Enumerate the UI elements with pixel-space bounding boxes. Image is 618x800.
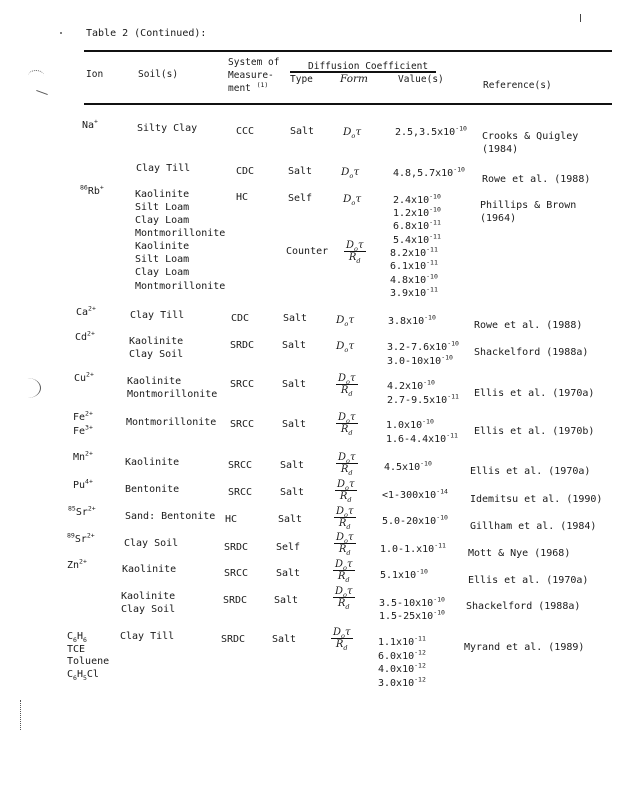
system-of-measurement: SRCC xyxy=(230,379,255,390)
header-top-rule xyxy=(84,50,612,52)
soil-name: Clay Till xyxy=(136,163,191,174)
system-of-measurement: SRCC xyxy=(228,460,253,471)
system-of-measurement: SRCC xyxy=(230,419,255,430)
soil-name: Kaolinite xyxy=(121,591,176,602)
soil-name: Montmorillonite xyxy=(127,389,218,400)
reference: Crooks & Quigley xyxy=(482,131,579,142)
diffusion-value: $8.2x10^{-11}$ xyxy=(390,245,438,259)
margin-mark xyxy=(20,700,23,730)
soil-name: Montmorillonite xyxy=(126,417,217,428)
soil-name: Kaolinite xyxy=(129,336,184,347)
margin-mark xyxy=(28,70,44,81)
ion-label: Na+ xyxy=(82,117,98,131)
reference: Ellis et al. (1970a) xyxy=(468,575,589,586)
ion-label: $^{85}Sr^{2+}$ xyxy=(68,504,96,518)
diffusion-value: $4.8,5.7x10^{-10}$ xyxy=(393,165,465,179)
diffusion-type: Self xyxy=(288,193,313,204)
diffusion-type: Salt xyxy=(290,126,315,137)
diffusion-value: $2.4x10^{-10}$ xyxy=(393,192,441,206)
diffusion-value: $3.5-10x10^{-10}$ xyxy=(379,595,445,609)
system-of-measurement: HC xyxy=(225,514,238,525)
reference: Ellis et al. (1970a) xyxy=(470,466,591,477)
soil-name: Bentonite xyxy=(125,484,180,495)
system-of-measurement: CDC xyxy=(231,313,250,324)
diffusion-value: $5.0-20x10^{-10}$ xyxy=(382,513,448,527)
diffusion-value: $2.7-9.5x10^{-11}$ xyxy=(387,392,459,406)
soil-name: Clay Soil xyxy=(121,604,176,615)
soil-name: Silt Loam xyxy=(135,202,190,213)
reference: Gillham et al. (1984) xyxy=(470,521,597,532)
diffusion-type: Salt xyxy=(288,166,313,177)
soil-name: Kaolinite xyxy=(122,564,177,575)
diffusion-value: $1.0-1.x10^{-11}$ xyxy=(380,541,446,555)
system-of-measurement: CCC xyxy=(236,126,255,137)
form-do-tau-over-rd: $D_o\tau$ $R_d$ xyxy=(336,506,354,531)
diffusion-value: $1.1x10^{-11}$ xyxy=(378,634,426,648)
reference: Ellis et al. (1970a) xyxy=(474,388,595,399)
ion-label: $C_6H_5Cl$ xyxy=(67,668,99,682)
soil-name: Clay Soil xyxy=(129,349,184,360)
diffusion-value: $3.0-10x10^{-10}$ xyxy=(387,353,453,367)
ion-label: $Cu^{2+}$ xyxy=(74,370,94,384)
form-do-tau: $D_o\tau$ xyxy=(343,126,362,141)
diffusion-type: Salt xyxy=(280,487,305,498)
ion-label: TCE xyxy=(67,643,86,655)
diffusion-value: $4.0x10^{-12}$ xyxy=(378,661,426,675)
diffusion-value: $6.0x10^{-12}$ xyxy=(378,648,426,662)
reference: Rowe et al. (1988) xyxy=(474,320,583,331)
soil-name: Clay Loam xyxy=(135,215,190,226)
soil-name: Kaolinite xyxy=(125,457,180,468)
diffusion-value: $1.2x10^{-10}$ xyxy=(393,205,441,220)
soil-name: Sand: Bentonite xyxy=(125,511,216,522)
diffusion-value: $<1-300x10^{-14}$ xyxy=(382,487,448,501)
reference: Ellis et al. (1970b) xyxy=(474,426,595,437)
ion-label: $Pu^{4+}$ xyxy=(73,477,93,491)
diffusion-value: $4.2x10^{-10}$ xyxy=(387,378,435,392)
header-soils: Soil(s) xyxy=(138,69,179,80)
diffusion-value: $1.5-25x10^{-10}$ xyxy=(379,608,445,622)
soil-name: Kaolinite xyxy=(135,189,190,200)
system-of-measurement: SRCC xyxy=(228,487,253,498)
diffusion-value: $2.5,3.5x10^{-10}$ xyxy=(395,124,467,138)
ion-label: Toluene xyxy=(67,656,110,667)
ion-label: $^{89}Sr^{2+}$ xyxy=(67,531,95,545)
system-of-measurement: CDC xyxy=(236,166,255,177)
form-do-tau-over-rd: $D_o\tau$ $R_d$ xyxy=(338,412,356,437)
form-do-tau-over-rd: $D_o\tau$ $R_d$ xyxy=(335,559,353,584)
diffusion-value: $5.1x10^{-10}$ xyxy=(380,567,428,581)
ion-label: $Ca^{2+}$ xyxy=(76,304,96,318)
diffusion-type: Salt xyxy=(283,313,308,324)
system-of-measurement: SRDC xyxy=(221,634,246,645)
table-title: Table 2 (Continued): xyxy=(86,28,207,39)
soil-name: Silt Loam xyxy=(135,254,190,266)
reference: (1984) xyxy=(482,144,519,155)
diffusion-type: Counter xyxy=(286,246,329,257)
header-form: Form xyxy=(340,73,369,85)
diffusion-type: Self xyxy=(276,542,301,553)
form-do-tau: $D_o\tau$ xyxy=(336,314,355,329)
reference: Rowe et al. (1988) xyxy=(482,174,591,185)
reference: Myrand et al. (1989) xyxy=(464,642,585,653)
system-of-measurement: SRDC xyxy=(223,595,248,606)
diffusion-value: $4.8x10^{-10}$ xyxy=(390,272,438,286)
header-bottom-rule xyxy=(84,103,612,105)
header-type: Type xyxy=(290,74,313,85)
form-do-tau-over-rd: $D_o\tau$ $R_d$ xyxy=(338,373,356,398)
form-do-tau-over-rd: $D_o\tau$ $R_d$ xyxy=(338,452,356,477)
form-do-tau-over-rd: $D_o\tau$ $R_d$ xyxy=(337,479,355,504)
form-do-tau: $D_o\tau$ xyxy=(336,340,355,355)
diffusion-value: $1.0x10^{-10}$ xyxy=(386,417,434,431)
ion-label: $C_6H_6$ xyxy=(67,631,87,644)
soil-name: Clay Till xyxy=(120,631,175,642)
ion-label: $Mn^{2+}$ xyxy=(73,449,93,463)
soil-name: Clay Till xyxy=(130,310,185,321)
reference: Idemitsu et al. (1990) xyxy=(470,494,603,505)
header-ion: Ion xyxy=(86,69,104,80)
diffusion-value: $3.0x10^{-12}$ xyxy=(378,675,426,689)
form-do-tau-over-rd: $D_o\tau$ $R_d$ xyxy=(333,627,351,652)
margin-mark xyxy=(36,90,48,95)
diffusion-type: Salt xyxy=(278,514,303,525)
header-system: System of Measure- ment $^{(1)}$ xyxy=(228,57,280,94)
diffusion-value: $4.5x10^{-10}$ xyxy=(384,459,432,473)
diffusion-value: $6.8x10^{-11}$ xyxy=(393,219,441,233)
diffusion-value: $3.9x10^{-11}$ xyxy=(390,285,438,299)
reference: Mott & Nye (1968) xyxy=(468,548,571,559)
diffusion-value: $6.1x10^{-11}$ xyxy=(390,258,438,273)
diffusion-value: $3.8x10^{-10}$ xyxy=(388,313,436,327)
diffusion-value: $5.4x10^{-11}$ xyxy=(393,232,441,246)
soil-name: Montmorillonite xyxy=(135,280,226,292)
soil-name: Montmorillonite xyxy=(135,228,226,239)
ion-label: $^{86}$Rb+ xyxy=(80,183,104,197)
diffusion-type: Salt xyxy=(282,379,307,390)
system-of-measurement: SRDC xyxy=(224,542,249,553)
diffusion-value: $1.6-4.4x10^{-11}$ xyxy=(386,431,458,445)
soil-name: Clay Soil xyxy=(124,538,179,549)
form-do-tau-over-rd: $D_o\tau$ $R_d$ xyxy=(335,586,353,611)
soil-name: Kaolinite xyxy=(135,241,190,252)
form-do-tau: $D_o\tau$ xyxy=(343,193,362,208)
reference: (1964) xyxy=(480,213,517,224)
diffusion-type: Salt xyxy=(272,634,297,645)
ion-label: $Cd^{2+}$ xyxy=(75,329,95,343)
diffusion-type: Salt xyxy=(282,419,307,430)
system-of-measurement: SRCC xyxy=(224,568,249,579)
ion-label: $Fe^{2+}$ xyxy=(73,409,93,423)
margin-mark xyxy=(14,378,41,398)
soil-name: Kaolinite xyxy=(127,376,182,387)
diffusion-type: Salt xyxy=(276,568,301,579)
form-do-tau-over-rd: $D_o\tau$ $R_d$ xyxy=(346,240,364,265)
margin-mark xyxy=(60,32,62,34)
system-of-measurement: SRDC xyxy=(230,340,255,351)
reference: Phillips & Brown xyxy=(480,200,577,211)
soil-name: Silty Clay xyxy=(137,123,198,134)
form-do-tau-over-rd: $D_o\tau$ $R_d$ xyxy=(336,532,354,557)
header-reference: Reference(s) xyxy=(483,80,552,91)
diffusion-type: Salt xyxy=(282,340,307,351)
diffusion-type: Salt xyxy=(280,460,305,471)
ion-label: $Fe^{3+}$ xyxy=(73,423,93,437)
header-value: Value(s) xyxy=(398,74,444,85)
ion-label: $Zn^{2+}$ xyxy=(67,557,87,571)
system-of-measurement: HC xyxy=(236,192,249,203)
soil-name: Clay Loam xyxy=(135,267,190,279)
diffusion-value: $3.2-7.6x10^{-10}$ xyxy=(387,339,459,353)
header-diffusion-coefficient: Diffusion Coefficient xyxy=(308,61,429,72)
margin-mark xyxy=(580,14,581,22)
diffusion-type: Salt xyxy=(274,595,299,606)
form-do-tau: $D_o\tau$ xyxy=(341,166,360,181)
reference: Shackelford (1988a) xyxy=(466,601,581,612)
reference: Shackelford (1988a) xyxy=(474,347,589,358)
